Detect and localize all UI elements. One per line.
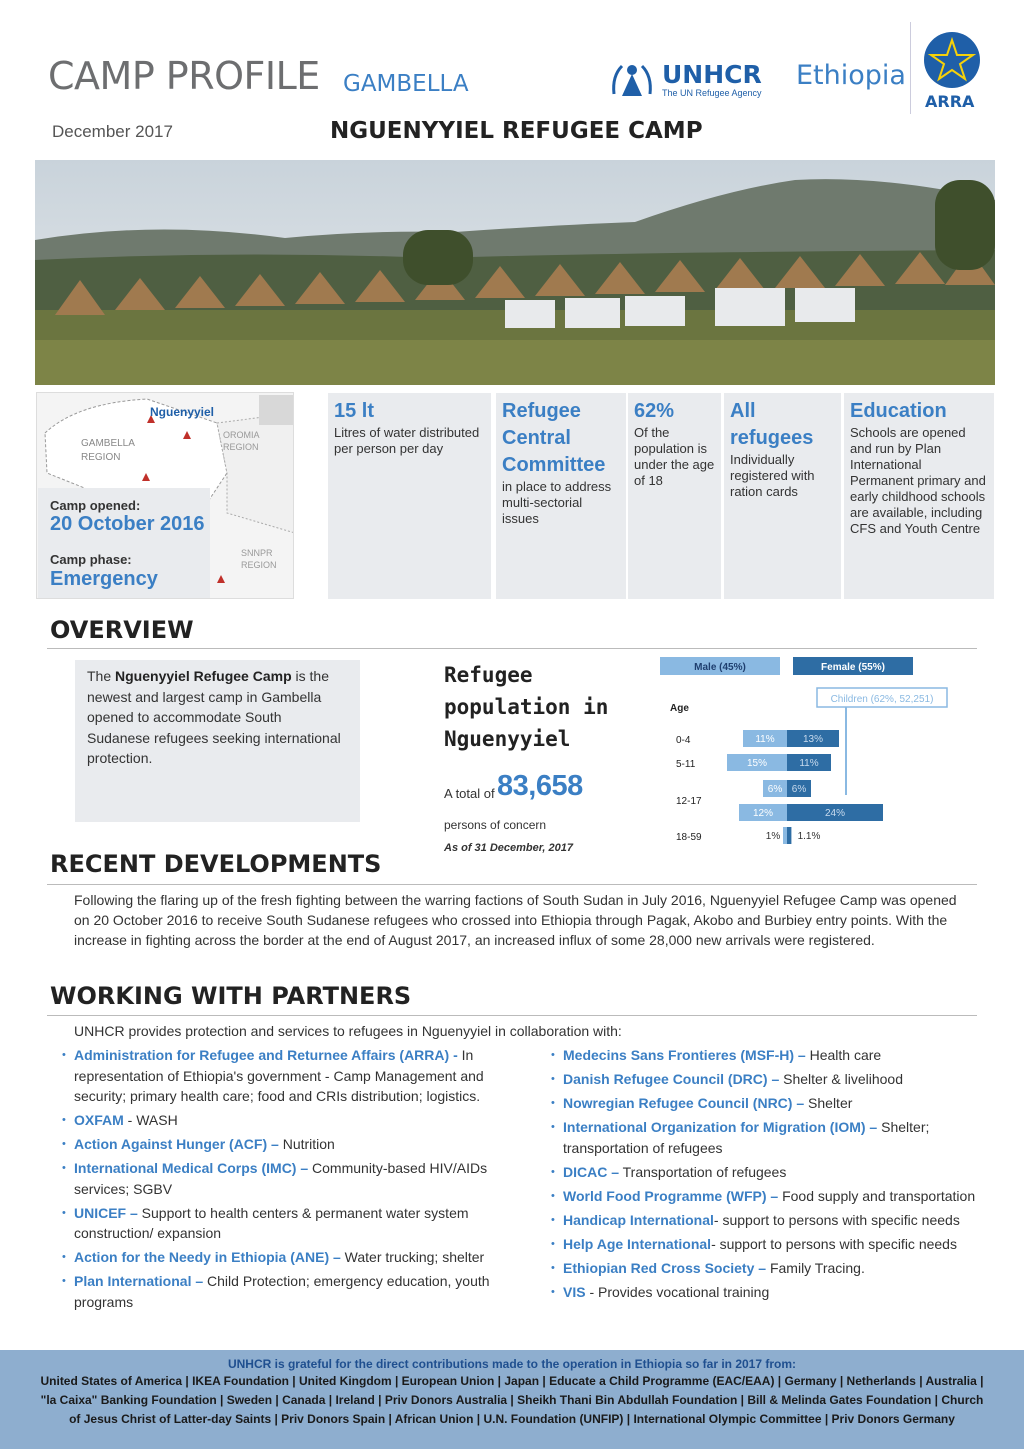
bar-female-label: 6% [791, 784, 807, 795]
page-title: CAMP PROFILE [48, 54, 320, 98]
camp-opened-value: 20 October 2016 [50, 513, 205, 535]
kpi-committee [496, 393, 626, 599]
kpi-registration [724, 393, 841, 599]
recent-text: Following the flaring up of the fresh fighting between the warring factions of South Sudan in July 2016, Nguenyyiel Refugee Camp was opened on 20 October 2016 to receive South Sudanese refugees who crossed into Ethiopia through Pagak, Akobo and Burbiey entry points. With the increase in fighting across the border at the end of August 2017, an increased influx of some 28,000 new arrivals were registered. [74, 892, 957, 948]
camp-photo [35, 160, 995, 385]
camp-info-panel [38, 488, 210, 598]
bar-male-label: 1% [765, 831, 781, 842]
camp-opened-label: Camp opened: [50, 498, 141, 513]
partner-item [62, 1247, 522, 1268]
donor-footer [0, 1350, 1024, 1449]
partner-name: Action for the Needy in Ethiopia (ANE) – [74, 1249, 341, 1265]
region-subtitle: GAMBELLA [343, 71, 469, 97]
partners-list-left [62, 1045, 522, 1316]
kpi-text: Schools are opened and run by Plan International Permanent primary and early childhood schools are available, including CFS and Youth Centre [850, 425, 986, 536]
unhcr-tagline: The UN Refugee Agency [662, 88, 762, 98]
partner-name: Ethiopian Red Cross Society – [563, 1259, 767, 1276]
partner-desc: Child Protection; emergency education, youth programs [74, 1273, 490, 1310]
population-title: Refugee population in Nguenyyiel [444, 663, 609, 751]
partner-desc: Support to health centers & permanent water system construction/ expansion [74, 1204, 469, 1241]
age-tick-label: 0-4 [676, 735, 691, 746]
age-tick-label: 12-17 [676, 796, 702, 807]
partner-item [551, 1234, 1001, 1255]
partner-item [551, 1069, 1001, 1090]
children-annotation: Children (62%, 52,251) [830, 694, 934, 705]
partner-name: DICAC – [563, 1163, 620, 1180]
population-pyramid-chart [650, 652, 980, 852]
age-axis-label: Age [670, 703, 689, 714]
kpi-value: Education [850, 400, 947, 422]
partner-name: Plan International – [74, 1273, 204, 1289]
bar-male [783, 827, 787, 844]
camp-phase-value: Emergency [50, 568, 158, 590]
partner-desc: Shelter [804, 1095, 853, 1111]
partner-item [62, 1158, 522, 1199]
partner-name: Help Age International [563, 1235, 712, 1252]
partner-desc: Nutrition [278, 1136, 335, 1152]
partners-list-right [551, 1045, 1001, 1306]
partner-name: International Organization for Migration (IOM) – [563, 1119, 878, 1135]
partner-name: Nowregian Refugee Council (NRC) – [563, 1095, 805, 1111]
partner-item [551, 1258, 1001, 1279]
kpi-value: All refugees [730, 400, 814, 449]
kpi-value: Refugee Central Committee [502, 400, 606, 476]
partner-name: International Medical Corps (IMC) – [74, 1160, 309, 1176]
partner-item [62, 1134, 522, 1155]
partners-rule [47, 1015, 977, 1016]
partner-desc: Shelter; transportation of refugees [563, 1119, 930, 1156]
bar-male-label: 11% [755, 734, 775, 745]
kpi-under-18 [628, 393, 721, 599]
partner-name: Action Against Hunger (ACF) – [74, 1136, 279, 1152]
partner-desc: - Provides vocational training [585, 1283, 770, 1300]
bar-female-label: 11% [799, 758, 819, 769]
kpi-water [328, 393, 491, 599]
bar-female-label: 13% [802, 734, 824, 745]
kpi-value: 62% [634, 400, 675, 422]
partner-desc: In representation of Ethiopia's government - Camp Management and security; primary health care; food and CRIs distribution; logistics. [74, 1047, 484, 1104]
partner-desc: Food supply and transportation [778, 1187, 976, 1204]
map-region-gambella: GAMBELLA REGION [81, 438, 135, 463]
camp-map-label: Nguenyyiel [150, 405, 215, 419]
map-region-oromia: OROMIA REGION [223, 430, 260, 452]
country-label: Ethiopia [796, 60, 906, 91]
population-total: 83,658 [497, 770, 583, 802]
kpi-value: 15 lt [334, 400, 375, 422]
age-tick-label: 18-59 [676, 832, 702, 843]
partner-desc: Health care [805, 1047, 882, 1063]
bar-male-label: 15% [746, 758, 768, 769]
partner-item [62, 1045, 522, 1107]
partner-item [62, 1110, 522, 1131]
overview-camp-name: Nguenyyiel Refugee Camp [115, 668, 292, 684]
partner-name: UNICEF – [74, 1204, 138, 1221]
recent-heading: RECENT DEVELOPMENTS [50, 850, 382, 878]
bar-female-label: 24% [824, 808, 846, 819]
partner-name: Danish Refugee Council (DRC) – [563, 1071, 780, 1087]
legend-female-label: Female (55%) [821, 662, 885, 673]
kpi-text: Individually registered with ration cards [730, 452, 815, 499]
bar-female-label: 1.1% [797, 831, 821, 842]
partner-name: OXFAM [74, 1112, 124, 1128]
overview-text-post: is the newest and largest camp in Gambella opened to accommodate South Sudanese refugees seeking international protection. [87, 668, 341, 766]
overview-text [75, 660, 360, 822]
bar-male-label: 6% [767, 784, 783, 795]
partner-item [551, 1186, 1001, 1207]
partner-item [551, 1210, 1001, 1231]
partner-item [62, 1203, 522, 1244]
kpi-text: in place to address multi-sectorial issues [502, 479, 612, 526]
kpi-text: Of the population is under the age of 18 [634, 425, 715, 488]
partner-desc: - support to persons with specific needs [713, 1211, 960, 1228]
recent-rule [47, 884, 977, 885]
partner-item [551, 1093, 1001, 1114]
header-divider [910, 22, 911, 114]
donor-list: United States of America | IKEA Foundation | United Kingdom | European Union | Japan | Educate a Child Programme (EAC/EAA) | Germany | Netherlands | Australia | "la Caixa" Banking Foundation | Sweden | Canada | Ireland | Priv Donors Australia | Sheikh Thani Bin Abdullah Foundation | Bill & Melinda Gates Foundation | Church of Jesus Christ of Latter-day Saints | Priv Donors Spain | African Union | U.N. Foundation (UNFIP) | International Olympic Committee | Priv Donors Germany [40, 1374, 984, 1426]
partner-desc: Water trucking; shelter [340, 1249, 485, 1265]
partner-name: World Food Programme (WFP) – [563, 1187, 779, 1204]
overview-heading: OVERVIEW [50, 616, 194, 644]
partner-desc: Community-based HIV/AIDs services; SGBV [74, 1160, 488, 1197]
unhcr-name: UNHCR [662, 60, 762, 89]
donor-footer-heading: UNHCR is grateful for the direct contributions made to the operation in Ethiopia so far in 2017 from: [227, 1357, 797, 1371]
partners-intro: UNHCR provides protection and services to refugees in Nguenyyiel in collaboration with: [74, 1023, 622, 1039]
camp-phase-label: Camp phase: [50, 552, 132, 567]
partner-item [551, 1162, 1001, 1183]
population-poc-label: persons of concern [444, 818, 547, 832]
population-as-of: As of 31 December, 2017 [444, 842, 574, 854]
unhcr-emblem-icon [608, 58, 656, 100]
arra-emblem-icon [919, 30, 985, 92]
arra-logo [919, 30, 985, 114]
partner-desc: - WASH [123, 1112, 178, 1128]
partner-name: VIS [563, 1283, 586, 1300]
bar-female [787, 827, 791, 844]
age-tick-label: 5-11 [676, 759, 696, 770]
partner-item [551, 1117, 1001, 1158]
camp-name-heading: NGUENYYIEL REFUGEE CAMP [330, 118, 703, 144]
partner-name: Handicap International [563, 1211, 714, 1228]
partner-item [62, 1271, 522, 1312]
camp-landscape-image [35, 160, 995, 385]
partner-desc: Shelter & livelihood [779, 1071, 903, 1087]
partners-heading: WORKING WITH PARTNERS [50, 982, 412, 1010]
partner-name: Administration for Refugee and Returnee Affairs (ARRA) - [74, 1047, 458, 1063]
overview-rule [47, 648, 977, 649]
kpi-text: Litres of water distributed per person per day [334, 425, 480, 456]
legend-male-label: Male (45%) [694, 662, 746, 673]
partner-name: Medecins Sans Frontieres (MSF-H) – [563, 1047, 806, 1063]
arra-label: ARRA [925, 92, 975, 111]
kpi-education [844, 393, 994, 599]
partner-desc: Family Tracing. [766, 1259, 865, 1276]
partner-desc: Transportation of refugees [619, 1163, 787, 1180]
population-total-label: A total of [444, 786, 495, 801]
unhcr-logo [608, 58, 778, 100]
partner-item [551, 1045, 1001, 1066]
map-region-snnpr: SNNPR REGION [241, 548, 277, 570]
partner-desc: - support to persons with specific needs [711, 1235, 957, 1252]
bar-male-label: 12% [752, 808, 774, 819]
partner-item [551, 1282, 1001, 1303]
overview-text-pre: The [87, 668, 116, 684]
report-date: December 2017 [52, 122, 173, 141]
